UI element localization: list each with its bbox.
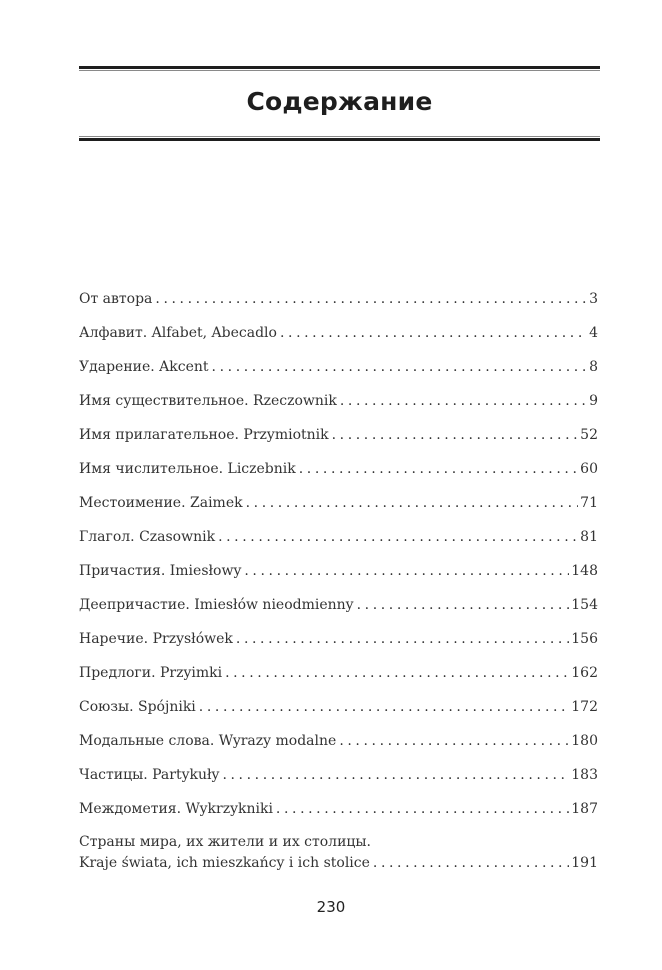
toc-entry-page: 9	[589, 393, 598, 409]
toc-entry[interactable]	[79, 456, 598, 490]
toc-entry[interactable]	[79, 796, 598, 830]
toc-entry[interactable]	[79, 422, 598, 456]
toc-entry[interactable]	[79, 694, 598, 728]
toc-entry-label: Предлоги. Przyimki	[79, 665, 223, 681]
toc-entry[interactable]	[79, 286, 598, 320]
toc-entry-page: 187	[571, 801, 598, 817]
toc-entry-page: 183	[571, 767, 598, 783]
toc-entry-page: 60	[580, 461, 598, 477]
toc-entry-label: Местоимение. Zaimek	[79, 495, 243, 511]
toc-entry-page: 8	[589, 359, 598, 375]
toc-entry-label: Союзы. Spójniki	[79, 699, 196, 715]
dot-leader	[212, 354, 588, 380]
toc-entry[interactable]	[79, 490, 598, 524]
toc-entry-page: 191	[571, 855, 598, 871]
toc-entry-label: Имя прилагательное. Przymiotnik	[79, 427, 329, 443]
toc-entry-label: Деепричастие. Imiesłów nieodmienny	[79, 597, 354, 613]
header-rule-bottom	[79, 136, 600, 141]
dot-leader	[299, 456, 578, 482]
toc-entry-line2	[79, 853, 598, 874]
toc-entry[interactable]	[79, 524, 598, 558]
toc-entry[interactable]	[79, 728, 598, 762]
toc-entry-page: 3	[589, 291, 598, 307]
dot-leader	[225, 660, 569, 686]
page-title: Содержание	[246, 87, 433, 116]
toc-entry-page: 162	[571, 665, 598, 681]
toc-entry-page: 52	[580, 427, 598, 443]
toc-entry-label: Модальные слова. Wyrazy modalne	[79, 733, 337, 749]
toc-entry-label: Наречие. Przysłówek	[79, 631, 233, 647]
toc-entry-page: 172	[571, 699, 598, 715]
dot-leader	[246, 490, 579, 516]
dot-leader	[332, 422, 579, 448]
dot-leader	[357, 592, 570, 618]
toc-entry-label: Частицы. Partykuły	[79, 767, 220, 783]
dot-leader	[276, 796, 569, 822]
toc-entry[interactable]	[79, 388, 598, 422]
header-rule-top	[79, 66, 600, 71]
toc-entry[interactable]	[79, 592, 598, 626]
toc-entry-label: Глагол. Czasownik	[79, 529, 216, 545]
toc-entry[interactable]	[79, 626, 598, 660]
toc-entry-label: Междометия. Wykrzykniki	[79, 801, 273, 817]
dot-leader	[339, 728, 569, 754]
page-number: 230	[316, 898, 346, 916]
toc-entry-page: 156	[571, 631, 598, 647]
dot-leader	[155, 286, 587, 312]
toc-entry-page: 81	[580, 529, 598, 545]
toc-entry-page: 148	[571, 563, 598, 579]
dot-leader	[340, 388, 587, 414]
toc-entry-page: 4	[589, 325, 598, 341]
toc-entry-page: 180	[571, 733, 598, 749]
toc-entry-label: Причастия. Imiesłowy	[79, 563, 242, 579]
toc-entry-label: Ударение. Akcent	[79, 359, 209, 375]
toc-entry-page: 154	[571, 597, 598, 613]
toc-entry-label: Алфавит. Alfabet, Abecadlo	[79, 325, 277, 341]
dot-leader	[199, 694, 569, 720]
toc-entry-label: Имя числительное. Liczebnik	[79, 461, 296, 477]
table-of-contents	[79, 286, 598, 874]
toc-entry-page: 71	[580, 495, 598, 511]
toc-entry[interactable]	[79, 558, 598, 592]
toc-entry[interactable]	[79, 660, 598, 694]
dot-leader	[373, 853, 569, 874]
dot-leader	[222, 762, 569, 788]
toc-entry-label: От автора	[79, 291, 153, 307]
toc-entry-countries[interactable]	[79, 832, 598, 874]
toc-entry[interactable]	[79, 354, 598, 388]
toc-entry-label: Имя существительное. Rzeczownik	[79, 393, 337, 409]
toc-entry-label-line2: Kraje świata, ich mieszkańcy i ich stolice	[79, 855, 370, 871]
dot-leader	[280, 320, 587, 346]
dot-leader	[236, 626, 569, 652]
toc-entry-label-line1: Страны мира, их жители и их столицы.	[79, 834, 372, 850]
toc-entry[interactable]	[79, 320, 598, 354]
toc-entry[interactable]	[79, 762, 598, 796]
dot-leader	[244, 558, 569, 584]
dot-leader	[218, 524, 578, 550]
